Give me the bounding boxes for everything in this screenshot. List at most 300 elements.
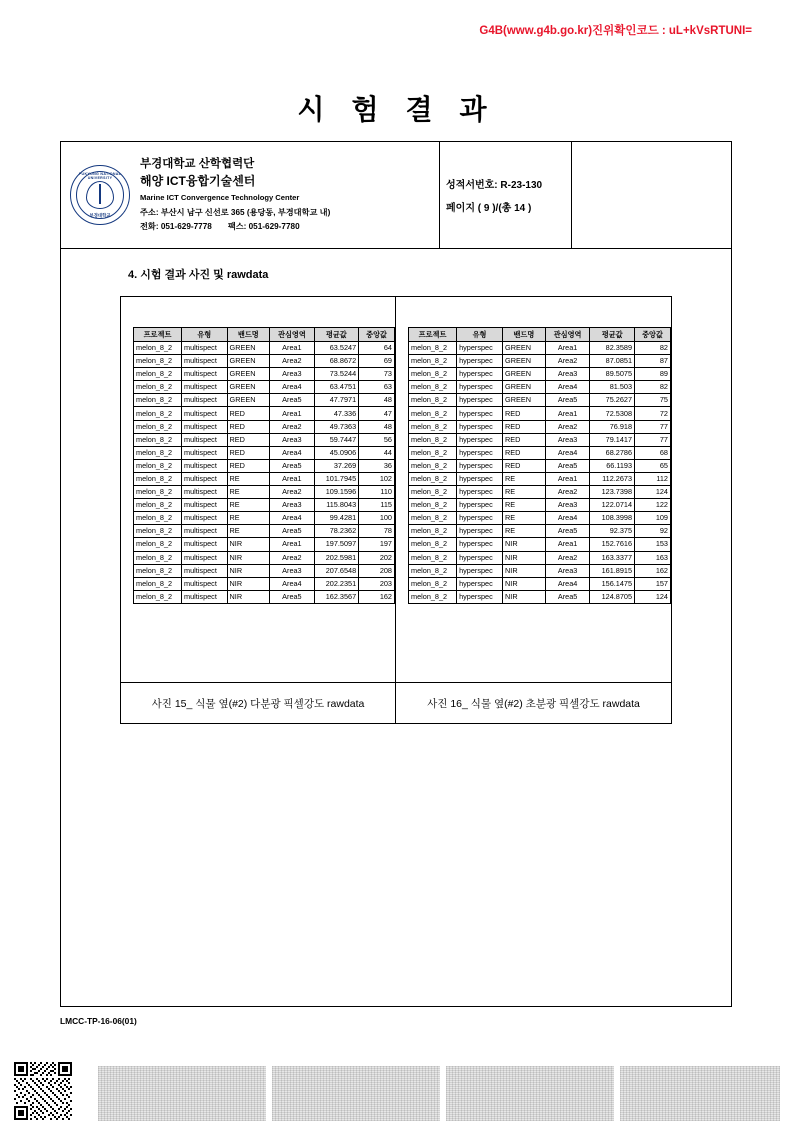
table-row xyxy=(409,342,671,355)
cell-project: melon_8_2 xyxy=(134,564,182,577)
qr-code xyxy=(14,1062,72,1120)
cell-roi: Area2 xyxy=(545,551,590,564)
col-roi: 관심영역 xyxy=(270,328,315,342)
cell-median: 124 xyxy=(635,590,671,603)
table-row xyxy=(134,433,395,446)
cell-type: hyperspec xyxy=(457,394,503,407)
cell-band: GREEN xyxy=(503,342,546,355)
cell-mean: 49.7363 xyxy=(314,420,358,433)
cell-roi: Area5 xyxy=(270,590,315,603)
cell-median: 78 xyxy=(359,525,395,538)
cell-mean: 108.3998 xyxy=(590,512,635,525)
cell-roi: Area2 xyxy=(545,486,590,499)
org-phone: 전화: 051-629-7778 xyxy=(140,221,212,231)
cell-band: NIR xyxy=(227,564,270,577)
cell-project: melon_8_2 xyxy=(134,420,182,433)
cell-median: 122 xyxy=(635,499,671,512)
cell-roi: Area4 xyxy=(545,446,590,459)
cell-roi: Area3 xyxy=(270,564,315,577)
cell-roi: Area5 xyxy=(545,525,590,538)
table-row xyxy=(409,512,671,525)
cell-median: 203 xyxy=(359,577,395,590)
table-row xyxy=(134,368,395,381)
cell-type: hyperspec xyxy=(457,433,503,446)
cell-band: RE xyxy=(227,472,270,485)
cell-project: melon_8_2 xyxy=(134,590,182,603)
table-row xyxy=(134,577,395,590)
table-row xyxy=(409,577,671,590)
footer-texture-2 xyxy=(272,1066,440,1121)
cell-median: 197 xyxy=(359,538,395,551)
cell-roi: Area3 xyxy=(545,368,590,381)
caption-row xyxy=(121,682,671,724)
cell-project: melon_8_2 xyxy=(134,433,182,446)
cell-project: melon_8_2 xyxy=(409,394,457,407)
section-heading: 4. 시험 결과 사진 및 rawdata xyxy=(128,269,269,281)
table-row xyxy=(134,407,395,420)
cell-type: multispect xyxy=(182,459,228,472)
cell-project: melon_8_2 xyxy=(134,499,182,512)
cell-project: melon_8_2 xyxy=(134,381,182,394)
cell-roi: Area3 xyxy=(545,433,590,446)
org-fax: 팩스: 051-629-7780 xyxy=(227,221,300,231)
cell-roi: Area4 xyxy=(270,446,315,459)
table-row xyxy=(134,525,395,538)
cell-median: 162 xyxy=(359,590,395,603)
cell-mean: 76.918 xyxy=(590,420,635,433)
cell-type: multispect xyxy=(182,407,228,420)
cell-mean: 101.7945 xyxy=(314,472,358,485)
cell-mean: 45.0906 xyxy=(314,446,358,459)
cell-type: hyperspec xyxy=(457,368,503,381)
cell-median: 162 xyxy=(635,564,671,577)
organization-lines xyxy=(140,157,330,232)
table-row xyxy=(134,381,395,394)
cell-mean: 162.3567 xyxy=(314,590,358,603)
cell-median: 48 xyxy=(359,420,395,433)
table-row xyxy=(134,355,395,368)
cell-band: RED xyxy=(503,433,546,446)
cell-mean: 99.4281 xyxy=(314,512,358,525)
cell-roi: Area4 xyxy=(270,381,315,394)
cell-median: 208 xyxy=(359,564,395,577)
cell-median: 89 xyxy=(635,368,671,381)
cell-project: melon_8_2 xyxy=(409,420,457,433)
cell-roi: Area3 xyxy=(545,564,590,577)
cell-project: melon_8_2 xyxy=(134,538,182,551)
cell-roi: Area5 xyxy=(270,459,315,472)
cell-band: RE xyxy=(227,499,270,512)
cell-roi: Area1 xyxy=(270,472,315,485)
figure-caption-left: 사진 15_ 식물 옆(#2) 다분광 픽셀강도 rawdata xyxy=(121,683,396,724)
cell-type: multispect xyxy=(182,551,228,564)
cell-roi: Area2 xyxy=(270,486,315,499)
table-row xyxy=(134,446,395,459)
cell-mean: 152.7616 xyxy=(590,538,635,551)
cell-median: 63 xyxy=(359,381,395,394)
cell-mean: 37.269 xyxy=(314,459,358,472)
cell-band: RE xyxy=(503,512,546,525)
cell-roi: Area4 xyxy=(545,381,590,394)
cell-band: RE xyxy=(503,486,546,499)
cell-mean: 63.4751 xyxy=(314,381,358,394)
cell-mean: 112.2673 xyxy=(590,472,635,485)
cell-band: NIR xyxy=(503,590,546,603)
cell-median: 56 xyxy=(359,433,395,446)
cell-mean: 115.8043 xyxy=(314,499,358,512)
cell-mean: 89.5075 xyxy=(590,368,635,381)
cell-band: RED xyxy=(227,459,270,472)
cell-mean: 75.2627 xyxy=(590,394,635,407)
cell-project: melon_8_2 xyxy=(409,538,457,551)
multispectral-rawdata-table xyxy=(133,327,395,604)
header-table xyxy=(60,141,732,249)
cell-mean: 197.5097 xyxy=(314,538,358,551)
qr-code-graphic xyxy=(14,1062,72,1120)
table-row xyxy=(409,420,671,433)
figure-caption-right: 사진 16_ 식물 옆(#2) 초분광 픽셀강도 rawdata xyxy=(427,698,640,710)
table-row xyxy=(134,459,395,472)
col-mean: 평균값 xyxy=(314,328,358,342)
cell-median: 77 xyxy=(635,420,671,433)
cell-project: melon_8_2 xyxy=(134,551,182,564)
report-number: 성적서번호: R-23-130 xyxy=(446,179,543,191)
cell-median: 82 xyxy=(635,342,671,355)
cell-mean: 156.1475 xyxy=(590,577,635,590)
cell-type: hyperspec xyxy=(457,564,503,577)
cell-roi: Area2 xyxy=(545,420,590,433)
logo-top-text: PUKYONG NATIONAL UNIVERSITY xyxy=(78,171,122,180)
cell-roi: Area4 xyxy=(270,512,315,525)
table-row xyxy=(134,512,395,525)
table-row xyxy=(134,420,395,433)
cell-type: hyperspec xyxy=(457,512,503,525)
cell-type: hyperspec xyxy=(457,355,503,368)
cell-project: melon_8_2 xyxy=(134,512,182,525)
cell-median: 115 xyxy=(359,499,395,512)
cell-roi: Area4 xyxy=(545,512,590,525)
table-row xyxy=(409,407,671,420)
table-row xyxy=(409,355,671,368)
tables-row xyxy=(121,297,671,682)
cell-median: 68 xyxy=(635,446,671,459)
cell-roi: Area3 xyxy=(270,499,315,512)
table-row xyxy=(134,486,395,499)
form-code: LMCC-TP-16-06(01) xyxy=(60,1016,137,1026)
logo-bottom-text: 부경대학교 xyxy=(89,212,111,218)
cell-project: melon_8_2 xyxy=(409,355,457,368)
cell-project: melon_8_2 xyxy=(409,564,457,577)
cell-median: 102 xyxy=(359,472,395,485)
cell-median: 36 xyxy=(359,459,395,472)
col-type: 유형 xyxy=(182,328,228,342)
cell-type: multispect xyxy=(182,472,228,485)
cell-type: hyperspec xyxy=(457,459,503,472)
cell-project: melon_8_2 xyxy=(409,512,457,525)
cell-project: melon_8_2 xyxy=(409,577,457,590)
cell-type: hyperspec xyxy=(457,551,503,564)
cell-roi: Area2 xyxy=(545,355,590,368)
table-row xyxy=(409,394,671,407)
cell-band: GREEN xyxy=(227,355,270,368)
hyperspectral-rawdata-table xyxy=(408,327,671,604)
cell-roi: Area3 xyxy=(270,368,315,381)
footer-texture-1 xyxy=(98,1066,266,1121)
org-address: 주소: 부산시 남구 신선로 365 (용당동, 부경대학교 내) xyxy=(140,207,331,217)
org-name-english: Marine ICT Convergence Technology Center xyxy=(140,192,300,202)
cell-type: hyperspec xyxy=(457,538,503,551)
cell-median: 47 xyxy=(359,407,395,420)
cell-project: melon_8_2 xyxy=(134,394,182,407)
cell-median: 109 xyxy=(635,512,671,525)
cell-mean: 123.7398 xyxy=(590,486,635,499)
cell-median: 110 xyxy=(359,486,395,499)
cell-roi: Area1 xyxy=(545,538,590,551)
gov-verification-stamp: G4B(www.g4b.go.kr)진위확인코드 : uL+kVsRTUNI= xyxy=(479,25,752,37)
cell-type: multispect xyxy=(182,394,228,407)
cell-type: hyperspec xyxy=(457,407,503,420)
table-header-row xyxy=(134,328,395,342)
cell-median: 163 xyxy=(635,551,671,564)
table-row xyxy=(409,472,671,485)
cell-project: melon_8_2 xyxy=(134,577,182,590)
cell-mean: 82.3589 xyxy=(590,342,635,355)
cell-project: melon_8_2 xyxy=(409,342,457,355)
cell-band: RED xyxy=(503,420,546,433)
cell-type: multispect xyxy=(182,512,228,525)
cell-mean: 47.7971 xyxy=(314,394,358,407)
cell-roi: Area1 xyxy=(545,342,590,355)
cell-mean: 163.3377 xyxy=(590,551,635,564)
cell-project: melon_8_2 xyxy=(409,472,457,485)
cell-roi: Area1 xyxy=(270,342,315,355)
cell-project: melon_8_2 xyxy=(409,433,457,446)
table-row xyxy=(134,342,395,355)
cell-median: 77 xyxy=(635,433,671,446)
cell-mean: 68.2786 xyxy=(590,446,635,459)
cell-mean: 47.336 xyxy=(314,407,358,420)
table-row xyxy=(409,590,671,603)
cell-project: melon_8_2 xyxy=(134,446,182,459)
cell-band: RE xyxy=(503,499,546,512)
cell-roi: Area2 xyxy=(270,551,315,564)
table-row xyxy=(134,538,395,551)
cell-band: NIR xyxy=(503,577,546,590)
cell-band: GREEN xyxy=(503,355,546,368)
cell-type: multispect xyxy=(182,538,228,551)
table-row xyxy=(134,590,395,603)
cell-band: RED xyxy=(503,459,546,472)
col-project: 프로젝트 xyxy=(134,328,182,342)
cell-mean: 66.1193 xyxy=(590,459,635,472)
cell-type: multispect xyxy=(182,564,228,577)
cell-roi: Area3 xyxy=(545,499,590,512)
cell-band: NIR xyxy=(227,538,270,551)
cell-mean: 73.5244 xyxy=(314,368,358,381)
cell-project: melon_8_2 xyxy=(409,446,457,459)
cell-roi: Area5 xyxy=(545,590,590,603)
footer-texture-3 xyxy=(446,1066,614,1121)
cell-median: 92 xyxy=(635,525,671,538)
cell-type: hyperspec xyxy=(457,590,503,603)
table-row xyxy=(134,551,395,564)
page-number: 페이지 ( 9 )/(총 14 ) xyxy=(446,202,532,214)
cell-roi: Area5 xyxy=(270,525,315,538)
col-median: 중앙값 xyxy=(359,328,395,342)
cell-type: hyperspec xyxy=(457,420,503,433)
cell-type: hyperspec xyxy=(457,486,503,499)
org-name-line2: 해양 ICT융합기술센터 xyxy=(140,174,256,189)
table-row xyxy=(409,368,671,381)
cell-project: melon_8_2 xyxy=(409,499,457,512)
col-median: 중앙값 xyxy=(635,328,671,342)
cell-band: NIR xyxy=(227,551,270,564)
cell-median: 69 xyxy=(359,355,395,368)
logo-mark xyxy=(86,181,114,209)
cell-band: NIR xyxy=(503,551,546,564)
hyperspectral-table-panel xyxy=(396,297,671,682)
org-contact xyxy=(140,221,330,232)
cell-band: GREEN xyxy=(503,368,546,381)
col-project: 프로젝트 xyxy=(409,328,457,342)
table-row xyxy=(409,525,671,538)
cell-band: RE xyxy=(227,486,270,499)
org-name-line1: 부경대학교 산학협력단 xyxy=(140,157,255,170)
cell-band: GREEN xyxy=(227,394,270,407)
cell-project: melon_8_2 xyxy=(409,381,457,394)
cell-project: melon_8_2 xyxy=(134,407,182,420)
cell-band: GREEN xyxy=(503,381,546,394)
table-row xyxy=(409,551,671,564)
cell-project: melon_8_2 xyxy=(134,459,182,472)
cell-type: hyperspec xyxy=(457,342,503,355)
multispectral-table-panel xyxy=(121,297,396,682)
cell-type: multispect xyxy=(182,525,228,538)
table-row xyxy=(409,433,671,446)
cell-type: multispect xyxy=(182,499,228,512)
cell-band: RE xyxy=(227,525,270,538)
cell-project: melon_8_2 xyxy=(409,525,457,538)
cell-type: multispect xyxy=(182,486,228,499)
cell-roi: Area2 xyxy=(270,355,315,368)
table-row xyxy=(134,394,395,407)
cell-project: melon_8_2 xyxy=(134,525,182,538)
cell-mean: 68.8672 xyxy=(314,355,358,368)
cell-mean: 124.8705 xyxy=(590,590,635,603)
university-logo-icon xyxy=(70,165,130,225)
cell-band: NIR xyxy=(503,538,546,551)
cell-median: 157 xyxy=(635,577,671,590)
cell-band: NIR xyxy=(227,590,270,603)
table-row xyxy=(409,538,671,551)
cell-median: 153 xyxy=(635,538,671,551)
page-title: 시 험 결 과 xyxy=(297,95,497,126)
cell-type: hyperspec xyxy=(457,525,503,538)
cell-type: multispect xyxy=(182,433,228,446)
cell-project: melon_8_2 xyxy=(409,590,457,603)
cell-mean: 122.0714 xyxy=(590,499,635,512)
cell-roi: Area1 xyxy=(270,407,315,420)
cell-type: multispect xyxy=(182,368,228,381)
cell-project: melon_8_2 xyxy=(409,459,457,472)
cell-median: 65 xyxy=(635,459,671,472)
table-row xyxy=(409,446,671,459)
cell-project: melon_8_2 xyxy=(409,368,457,381)
cell-project: melon_8_2 xyxy=(134,472,182,485)
cell-band: RED xyxy=(503,446,546,459)
cell-roi: Area3 xyxy=(270,433,315,446)
cell-roi: Area4 xyxy=(270,577,315,590)
table-row xyxy=(409,459,671,472)
table-row xyxy=(409,486,671,499)
cell-band: RED xyxy=(503,407,546,420)
cell-roi: Area1 xyxy=(270,538,315,551)
cell-project: melon_8_2 xyxy=(409,407,457,420)
cell-band: RE xyxy=(503,525,546,538)
cell-mean: 63.5247 xyxy=(314,342,358,355)
cell-mean: 59.7447 xyxy=(314,433,358,446)
cell-mean: 79.1417 xyxy=(590,433,635,446)
header-organization-cell xyxy=(60,141,440,248)
cell-median: 100 xyxy=(359,512,395,525)
table-row xyxy=(134,564,395,577)
cell-roi: Area5 xyxy=(545,459,590,472)
cell-roi: Area4 xyxy=(545,577,590,590)
cell-band: GREEN xyxy=(227,368,270,381)
cell-band: RED xyxy=(227,407,270,420)
table-header-row xyxy=(409,328,671,342)
cell-type: multispect xyxy=(182,446,228,459)
header-report-cell xyxy=(440,141,572,248)
cell-median: 202 xyxy=(359,551,395,564)
cell-mean: 109.1596 xyxy=(314,486,358,499)
cell-band: GREEN xyxy=(503,394,546,407)
cell-mean: 72.5308 xyxy=(590,407,635,420)
cell-type: multispect xyxy=(182,381,228,394)
results-content-box xyxy=(120,296,672,724)
cell-band: RE xyxy=(503,472,546,485)
cell-type: hyperspec xyxy=(457,381,503,394)
cell-band: RE xyxy=(227,512,270,525)
cell-median: 124 xyxy=(635,486,671,499)
table-row xyxy=(134,499,395,512)
cell-band: NIR xyxy=(503,564,546,577)
table-row xyxy=(409,499,671,512)
table-row xyxy=(409,564,671,577)
footer-texture-4 xyxy=(620,1066,780,1121)
table-row xyxy=(409,381,671,394)
cell-type: multispect xyxy=(182,342,228,355)
cell-mean: 92.375 xyxy=(590,525,635,538)
table-row xyxy=(134,472,395,485)
cell-roi: Area1 xyxy=(545,407,590,420)
cell-median: 73 xyxy=(359,368,395,381)
cell-project: melon_8_2 xyxy=(409,486,457,499)
cell-project: melon_8_2 xyxy=(134,342,182,355)
cell-type: multispect xyxy=(182,590,228,603)
cell-band: NIR xyxy=(227,577,270,590)
cell-median: 87 xyxy=(635,355,671,368)
cell-band: GREEN xyxy=(227,342,270,355)
col-roi: 관심영역 xyxy=(545,328,590,342)
cell-band: RED xyxy=(227,433,270,446)
cell-median: 75 xyxy=(635,394,671,407)
cell-mean: 78.2362 xyxy=(314,525,358,538)
cell-type: multispect xyxy=(182,420,228,433)
cell-median: 72 xyxy=(635,407,671,420)
cell-median: 82 xyxy=(635,381,671,394)
cell-mean: 202.5981 xyxy=(314,551,358,564)
